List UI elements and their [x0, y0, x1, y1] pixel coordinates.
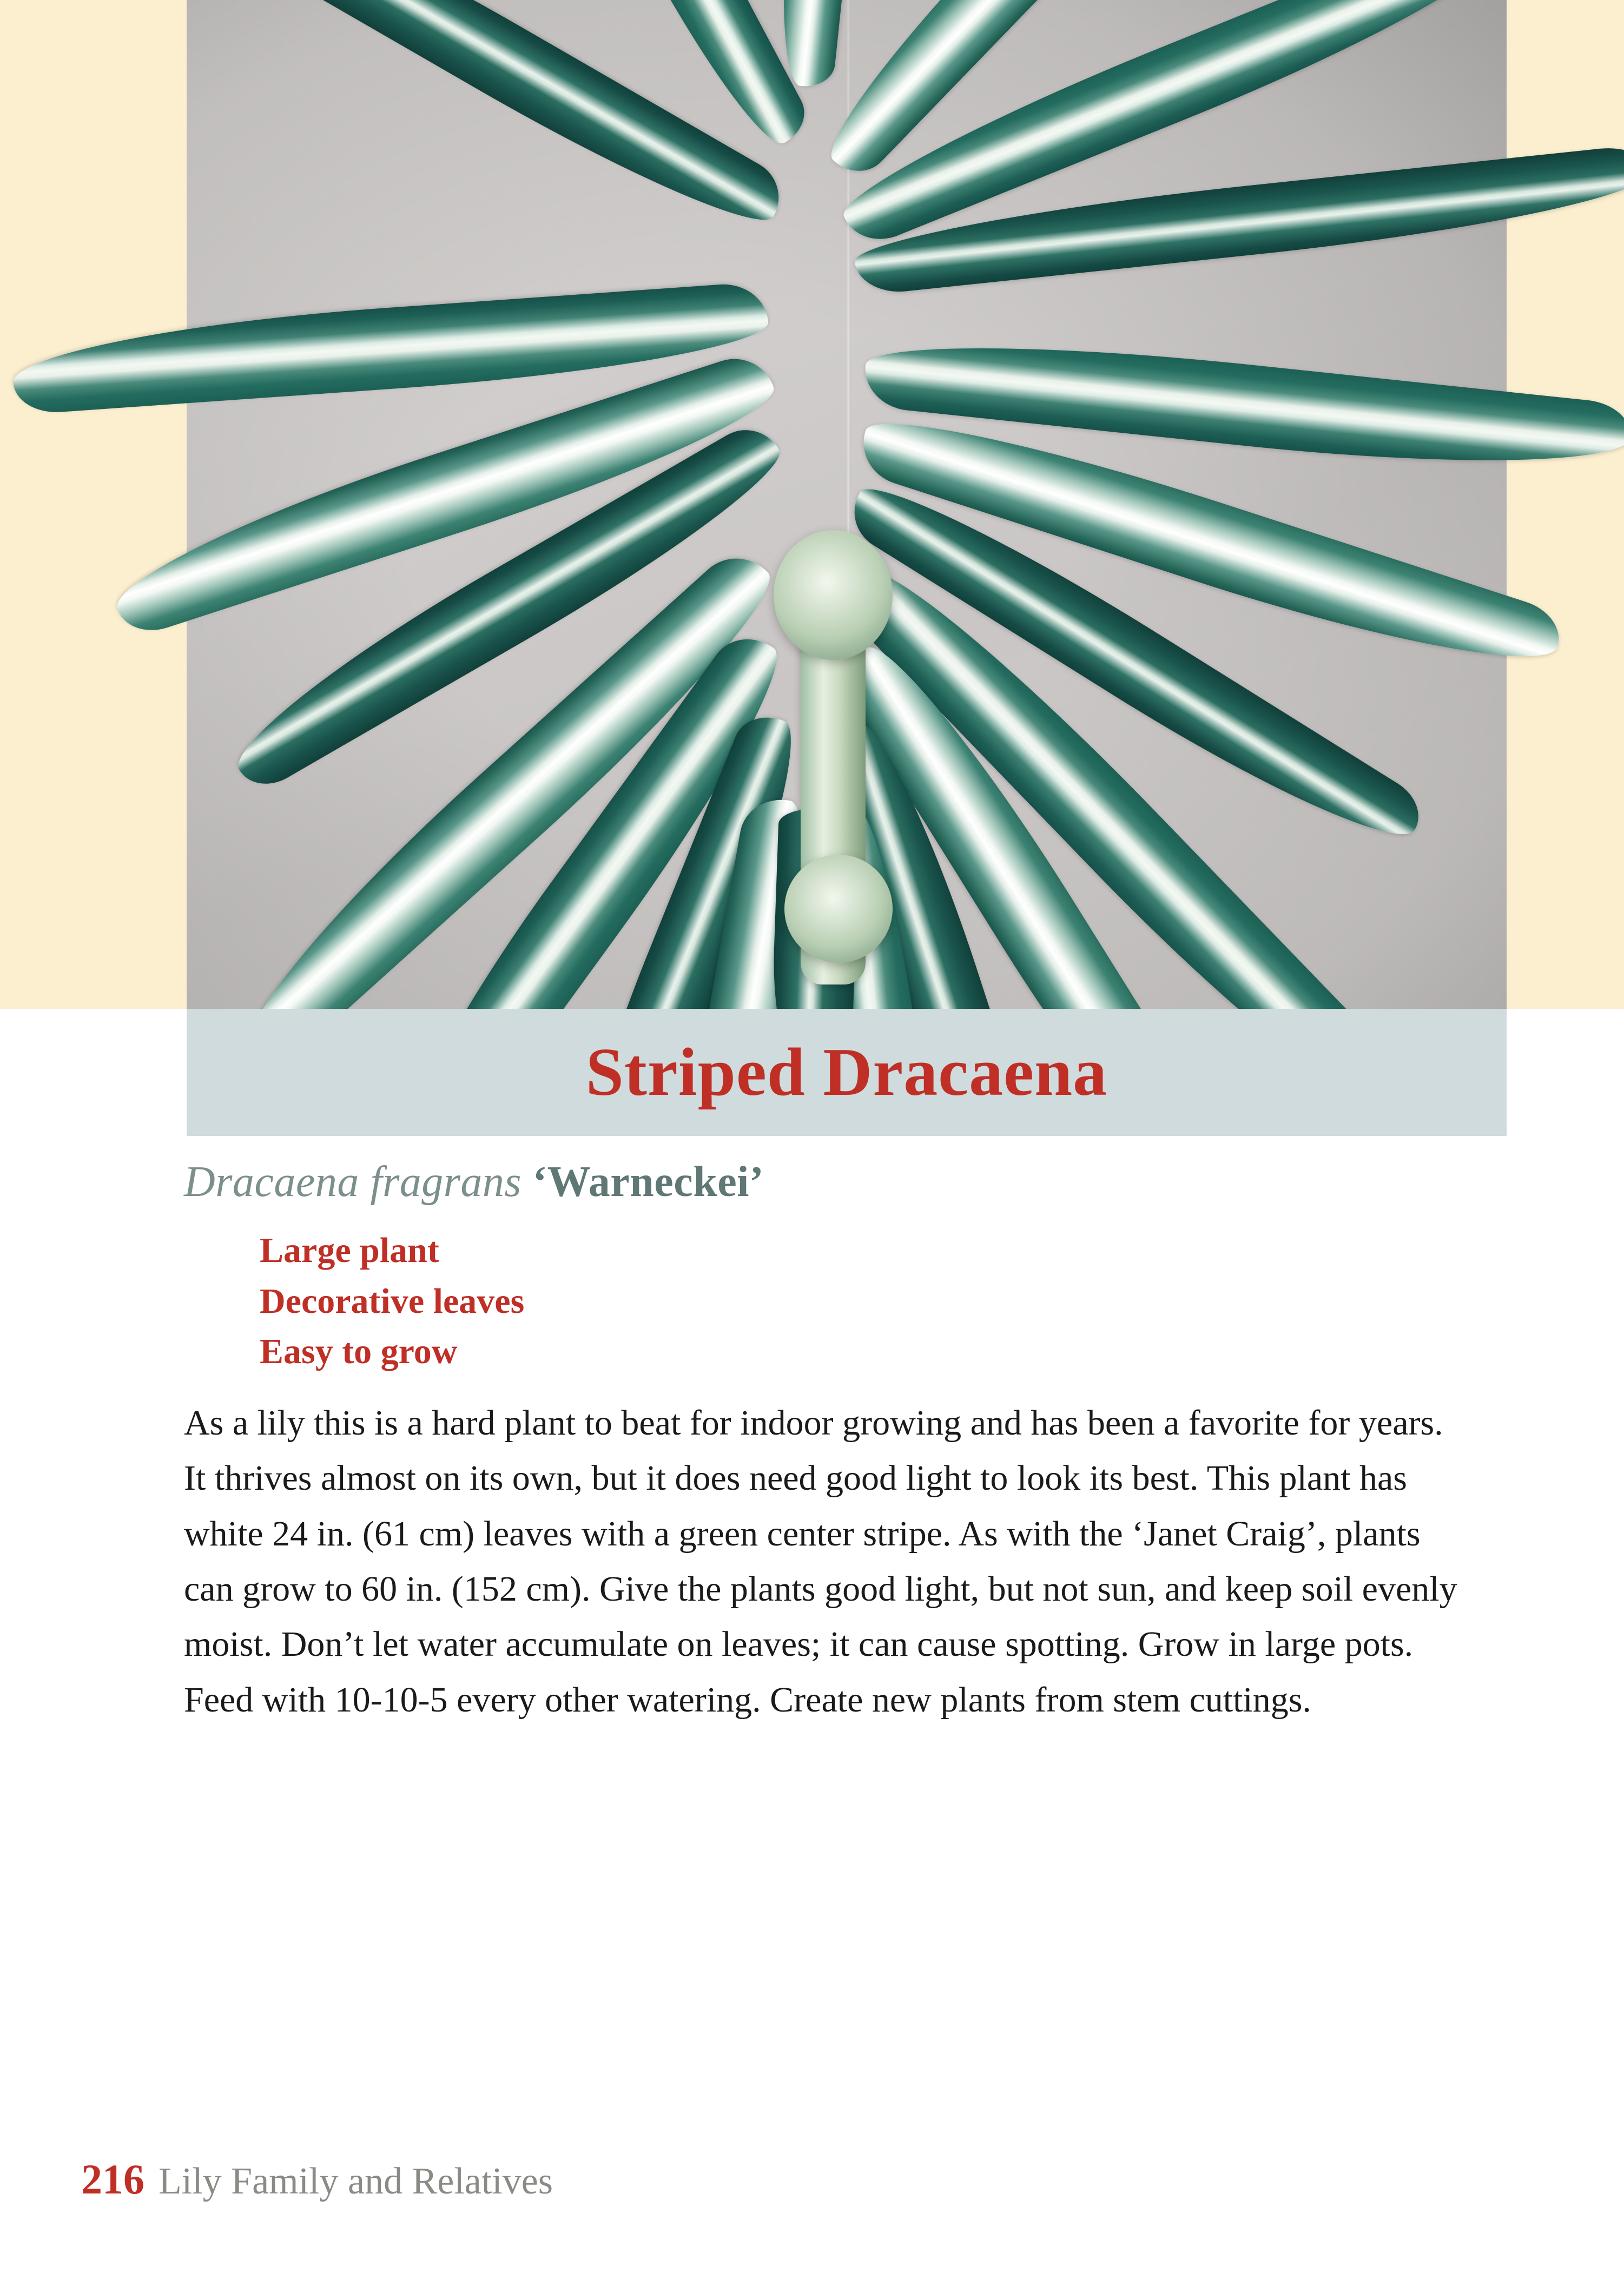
page-footer [81, 2155, 553, 2204]
list-item: Easy to grow [260, 1332, 458, 1372]
page-number: 216 [81, 2156, 144, 2203]
list-item: Decorative leaves [260, 1281, 525, 1321]
list-item: Large plant [260, 1231, 439, 1270]
footer-section-label: Lily Family and Relatives [159, 2160, 553, 2202]
botanical-cultivar: ‘Warneckei’ [532, 1158, 764, 1206]
plant-photo [0, 0, 1624, 1009]
plant-crown-upper [774, 530, 893, 660]
botanical-genus-species: Dracaena fragrans [184, 1158, 522, 1206]
leaf-layer [0, 0, 1624, 1009]
article-text [184, 1158, 1482, 1728]
feature-list [184, 1225, 1482, 1377]
plant-crown-lower [784, 855, 893, 963]
body-paragraph: As a lily this is a hard plant to beat for indoor growing and has been a favorite for years. It thrives almost on its own, but it does need good light to look its best. This plant has white 24 in. (61 cm) leaves with a green center stripe. As with the ‘Janet Craig’, plants can grow to 60 in. (152 cm). Give the plants good light, but not sun, and keep soil evenly moist. Don’t let water accumulate on leaves; it can cause spotting. Grow in large pots. Feed with 10-10-5 every other watering. Create new plants from stem cuttings. [184, 1403, 1457, 1720]
page-title: Striped Dracaena [585, 1034, 1108, 1110]
botanical-name [184, 1158, 1482, 1207]
title-banner [187, 1009, 1507, 1136]
